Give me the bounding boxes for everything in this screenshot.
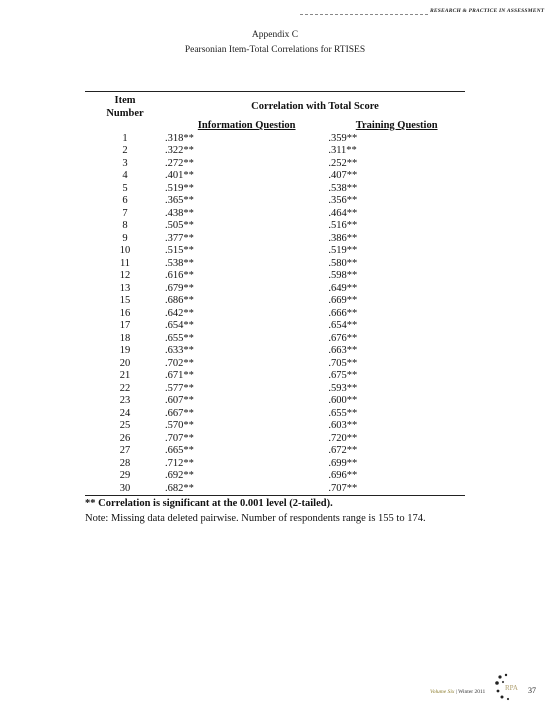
table-row — [85, 245, 465, 258]
item-number-cell: 11 — [119, 257, 131, 269]
table-row — [85, 170, 465, 183]
table-row — [85, 283, 465, 296]
training-correlation-cell: .580** — [328, 257, 358, 269]
information-correlation-cell: .538** — [165, 257, 194, 269]
table-row — [85, 145, 465, 158]
table-row — [85, 358, 465, 371]
item-number-cell: 27 — [119, 445, 131, 456]
table-row — [85, 133, 465, 146]
table-row — [85, 208, 465, 221]
item-number-cell: 15 — [119, 295, 131, 306]
table-row — [85, 320, 465, 333]
item-number-cell: 13 — [119, 282, 131, 294]
information-correlation-cell: .577** — [165, 382, 194, 394]
table-body — [85, 133, 465, 496]
training-correlation-cell: .676** — [328, 332, 358, 344]
page-number: 37 — [528, 686, 536, 695]
item-number-cell: 10 — [119, 245, 131, 256]
training-correlation-cell: .654** — [328, 320, 358, 331]
item-header-line1: Item — [114, 95, 136, 106]
item-number-cell: 4 — [122, 170, 128, 181]
information-correlation-cell: .505** — [165, 220, 194, 231]
information-correlation-cell: .438** — [165, 207, 194, 219]
information-correlation-cell: .702** — [165, 357, 194, 369]
correlation-table — [85, 91, 465, 496]
table-row — [85, 395, 465, 408]
table-row — [85, 258, 465, 271]
training-correlation-cell: .252** — [328, 157, 358, 169]
information-correlation-cell: .272** — [165, 157, 194, 169]
item-number-cell: 29 — [119, 470, 131, 481]
appendix-subtitle: Pearsonian Item-Total Correlations for RTISES — [184, 45, 366, 55]
table-row — [85, 233, 465, 246]
item-number-cell: 20 — [119, 357, 131, 369]
item-number-cell: 21 — [119, 370, 131, 381]
training-correlation-cell: .356** — [328, 195, 358, 206]
training-correlation-cell: .311** — [328, 145, 357, 156]
training-correlation-cell: .672** — [328, 445, 358, 456]
table-row — [85, 270, 465, 283]
item-number-cell: 5 — [122, 182, 128, 194]
training-correlation-cell: .516** — [328, 220, 358, 231]
information-correlation-cell: .642** — [165, 307, 194, 319]
item-number-cell: 25 — [119, 420, 131, 431]
table-row — [85, 433, 465, 446]
training-correlation-cell: .696** — [328, 470, 358, 481]
item-number-cell: 7 — [122, 207, 128, 219]
training-correlation-cell: .699** — [328, 457, 358, 469]
information-correlation-cell: .654** — [165, 320, 194, 331]
information-correlation-cell: .616** — [165, 270, 194, 281]
table-row — [85, 458, 465, 471]
information-correlation-cell: .679** — [165, 282, 194, 294]
training-correlation-cell: .386** — [328, 232, 358, 244]
table-row — [85, 158, 465, 171]
table-row — [85, 370, 465, 383]
table-row — [85, 183, 465, 196]
information-correlation-cell: .707** — [165, 432, 194, 444]
training-correlation-cell: .359** — [328, 132, 358, 144]
volume-label: Volume Six — [430, 689, 455, 695]
information-correlation-cell: .665** — [165, 445, 194, 456]
footer-separator: | — [454, 689, 459, 695]
item-number-cell: 23 — [119, 395, 131, 406]
missing-data-note: Note: Missing data deleted pairwise. Number of respondents range is 155 to 174. — [85, 513, 426, 524]
training-correlation-cell: .407** — [328, 170, 358, 181]
information-correlation-cell: .322** — [165, 145, 194, 156]
table-header-row — [85, 92, 465, 121]
significance-footnote: ** Correlation is significant at the 0.001 level (2-tailed). — [85, 498, 333, 509]
training-correlation-cell: .603** — [328, 420, 358, 431]
item-number-cell: 1 — [122, 132, 128, 144]
training-correlation-cell: .669** — [328, 295, 358, 306]
information-correlation-cell: .365** — [165, 195, 194, 206]
item-number-cell: 16 — [119, 307, 131, 319]
training-correlation-cell: .707** — [328, 483, 465, 496]
table-row — [85, 345, 465, 358]
table-row — [85, 483, 465, 496]
item-number-cell: 17 — [119, 320, 131, 331]
table-row — [85, 420, 465, 433]
table-row — [85, 470, 465, 483]
header-rule — [300, 14, 428, 15]
item-number-cell: 30 — [85, 483, 165, 496]
item-number-cell: 8 — [122, 220, 128, 231]
table-row — [85, 295, 465, 308]
item-number-header — [85, 92, 165, 121]
logo-text: RPA — [505, 684, 518, 692]
table-subheader-row — [85, 120, 465, 133]
item-number-cell: 26 — [119, 432, 131, 444]
item-number-cell: 12 — [119, 270, 131, 281]
information-correlation-cell: .682** — [165, 483, 328, 496]
item-number-cell: 9 — [122, 232, 128, 244]
table-row — [85, 445, 465, 458]
training-correlation-cell: .600** — [328, 395, 358, 406]
table-row — [85, 195, 465, 208]
item-number-cell: 6 — [122, 195, 128, 206]
information-question-header: Information Question — [197, 120, 296, 131]
training-correlation-cell: .675** — [328, 370, 358, 381]
information-correlation-cell: .570** — [165, 420, 194, 431]
information-correlation-cell: .607** — [165, 395, 194, 406]
information-correlation-cell: .655** — [165, 332, 194, 344]
table-row — [85, 408, 465, 421]
correlation-header: Correlation with Total Score — [165, 92, 465, 121]
information-correlation-cell: .377** — [165, 232, 194, 244]
information-correlation-cell: .318** — [165, 132, 194, 144]
information-correlation-cell: .519** — [165, 182, 194, 194]
training-correlation-cell: .666** — [328, 307, 358, 319]
footer-volume — [430, 689, 485, 695]
item-number-cell: 24 — [119, 407, 131, 419]
information-correlation-cell: .515** — [165, 245, 194, 256]
information-correlation-cell: .633** — [165, 345, 194, 356]
table-row — [85, 383, 465, 396]
training-correlation-cell: .598** — [328, 270, 358, 281]
information-correlation-cell: .692** — [165, 470, 194, 481]
item-number-cell: 2 — [122, 145, 128, 156]
information-correlation-cell: .667** — [165, 407, 194, 419]
training-correlation-cell: .464** — [328, 207, 358, 219]
training-correlation-cell: .519** — [328, 245, 358, 256]
information-correlation-cell: .712** — [165, 457, 194, 469]
table-row — [85, 308, 465, 321]
rpa-logo-icon — [494, 672, 522, 702]
training-correlation-cell: .663** — [328, 345, 358, 356]
item-number-cell: 18 — [119, 332, 131, 344]
table-row — [85, 220, 465, 233]
item-number-cell: 22 — [119, 382, 131, 394]
item-header-line2: Number — [106, 107, 144, 119]
training-correlation-cell: .720** — [328, 432, 358, 444]
training-correlation-cell: .705** — [328, 357, 358, 369]
training-question-header: Training Question — [355, 120, 438, 131]
information-correlation-cell: .686** — [165, 295, 194, 306]
season-label: Winter 2011 — [458, 689, 486, 695]
training-correlation-cell: .655** — [328, 407, 358, 419]
item-number-cell: 19 — [119, 345, 131, 356]
training-correlation-cell: .538** — [328, 182, 358, 194]
information-correlation-cell: .671** — [165, 370, 194, 381]
appendix-title: Appendix C — [251, 30, 299, 40]
information-correlation-cell: .401** — [165, 170, 194, 181]
training-correlation-cell: .593** — [328, 382, 358, 394]
item-number-cell: 3 — [122, 157, 128, 169]
journal-header: RESEARCH & PRACTICE IN ASSESSMENT — [430, 8, 545, 14]
table-row — [85, 333, 465, 346]
item-number-cell: 28 — [119, 457, 131, 469]
training-correlation-cell: .649** — [328, 282, 358, 294]
